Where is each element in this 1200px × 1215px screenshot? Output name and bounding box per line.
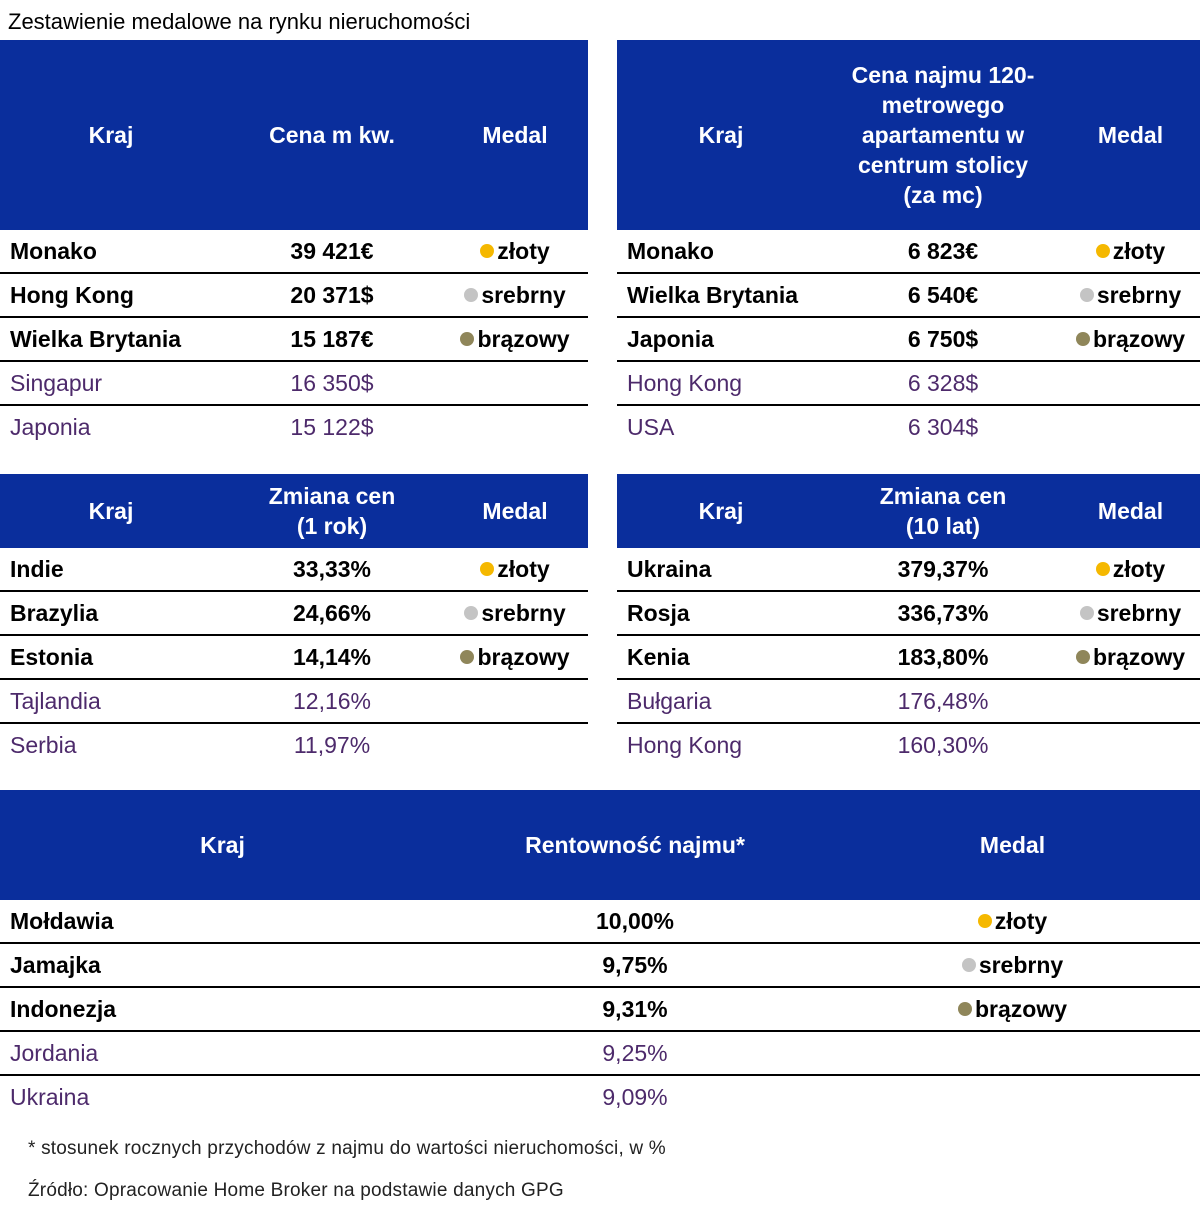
medal-cell xyxy=(442,635,588,679)
bronze-dot-icon xyxy=(958,1002,972,1016)
price-change-1y-table xyxy=(0,474,588,766)
value-cell: 9,75% xyxy=(445,943,825,987)
value-cell: 176,48% xyxy=(825,679,1061,723)
table-row xyxy=(617,405,1200,448)
medal-label: srebrny xyxy=(978,951,1064,978)
value-cell: 33,33% xyxy=(222,548,442,591)
country-cell: Serbia xyxy=(10,731,77,758)
gold-dot-icon xyxy=(1096,244,1110,258)
country-cell: Wielka Brytania xyxy=(0,317,222,361)
column-header-country: Kraj xyxy=(0,40,222,230)
table-row xyxy=(0,635,588,679)
rental-yield-table xyxy=(0,790,1200,1118)
value-cell: 14,14% xyxy=(222,635,442,679)
column-header-value: Cena m kw. xyxy=(222,40,442,230)
medal-label: złoty xyxy=(1112,237,1166,264)
silver-dot-icon xyxy=(1080,606,1094,620)
table-header-row xyxy=(0,790,1200,900)
medal-label: złoty xyxy=(994,907,1048,934)
value-cell: 9,25% xyxy=(445,1031,825,1075)
column-header-value: Zmiana cen (10 lat) xyxy=(825,474,1061,548)
column-header-value: Rentowność najmu* xyxy=(445,790,825,900)
column-header-medal: Medal xyxy=(825,790,1200,900)
table-row xyxy=(617,317,1200,361)
table-row xyxy=(0,900,1200,943)
country-cell: Estonia xyxy=(0,635,222,679)
medal-cell xyxy=(442,723,588,766)
column-header-medal: Medal xyxy=(442,474,588,548)
medal-cell xyxy=(825,987,1200,1031)
rent-price-table xyxy=(617,40,1200,448)
table-row xyxy=(0,1075,1200,1118)
medal-cell xyxy=(1061,591,1200,635)
value-cell: 183,80% xyxy=(825,635,1061,679)
country-cell: Rosja xyxy=(617,591,825,635)
table-row xyxy=(617,679,1200,723)
country-cell: Mołdawia xyxy=(0,900,445,943)
medal-cell xyxy=(442,679,588,723)
bronze-dot-icon xyxy=(460,332,474,346)
country-cell: Jordania xyxy=(0,1031,445,1075)
country-cell: Wielka Brytania xyxy=(617,273,825,317)
country-cell: Brazylia xyxy=(0,591,222,635)
medal-cell xyxy=(442,361,588,405)
column-header-country: Kraj xyxy=(0,790,445,900)
country-cell: Indie xyxy=(0,548,222,591)
price-per-sqm-table xyxy=(0,40,588,448)
bronze-dot-icon xyxy=(460,650,474,664)
source-note: Źródło: Opracowanie Home Broker na podstawie danych GPG xyxy=(28,1180,564,1201)
medal-label: srebrny xyxy=(481,599,566,626)
value-cell: 160,30% xyxy=(897,731,989,758)
medal-cell xyxy=(442,405,588,448)
value-cell: 39 421€ xyxy=(222,230,442,273)
country-cell: Indonezja xyxy=(0,987,445,1031)
value-cell: 15 187€ xyxy=(222,317,442,361)
medal-label: srebrny xyxy=(1096,281,1182,308)
table-header-row xyxy=(617,474,1200,548)
table-row xyxy=(0,548,588,591)
value-cell: 6 823€ xyxy=(825,230,1061,273)
column-header-value: Zmiana cen (1 rok) xyxy=(222,474,442,548)
table-header-row xyxy=(0,474,588,548)
medal-cell xyxy=(1061,723,1200,766)
silver-dot-icon xyxy=(464,606,478,620)
gold-dot-icon xyxy=(480,244,494,258)
silver-dot-icon xyxy=(1080,288,1094,302)
country-cell: Ukraina xyxy=(617,548,825,591)
country-cell: Monako xyxy=(617,230,825,273)
silver-dot-icon xyxy=(962,958,976,972)
medal-label: złoty xyxy=(497,237,550,264)
value-cell: 6 304$ xyxy=(907,413,979,440)
value-cell: 6 750$ xyxy=(825,317,1061,361)
table-row xyxy=(0,273,588,317)
value-cell: 24,66% xyxy=(222,591,442,635)
column-header-value: Cena najmu 120-metrowego apartamentu w centrum stolicy (za mc) xyxy=(825,40,1061,230)
price-change-10y-table xyxy=(617,474,1200,766)
country-cell: Jamajka xyxy=(0,943,445,987)
country-cell: Japonia xyxy=(10,413,91,440)
value-cell: 10,00% xyxy=(445,900,825,943)
medal-cell xyxy=(442,548,588,591)
value-cell: 16 350$ xyxy=(222,361,442,405)
table-row xyxy=(0,591,588,635)
table-row xyxy=(0,405,588,448)
medal-label: srebrny xyxy=(481,281,566,308)
medal-cell xyxy=(1061,679,1200,723)
medal-cell xyxy=(442,230,588,273)
country-cell: Japonia xyxy=(617,317,825,361)
table-row xyxy=(617,591,1200,635)
country-cell: Singapur xyxy=(0,361,222,405)
table-row xyxy=(617,548,1200,591)
table-row xyxy=(0,679,588,723)
medal-cell xyxy=(1061,635,1200,679)
country-cell: Tajlandia xyxy=(0,679,222,723)
medal-cell xyxy=(825,1075,1200,1118)
table-row xyxy=(617,273,1200,317)
country-cell: Monako xyxy=(0,230,222,273)
value-cell: 15 122$ xyxy=(290,413,374,440)
medal-label: brązowy xyxy=(974,995,1068,1022)
column-header-country: Kraj xyxy=(0,474,222,548)
table-row xyxy=(617,723,1200,766)
gold-dot-icon xyxy=(480,562,494,576)
medal-cell xyxy=(825,943,1200,987)
medal-label: złoty xyxy=(497,555,550,582)
table-row xyxy=(617,230,1200,273)
medal-label: złoty xyxy=(1112,555,1166,582)
medal-label: brązowy xyxy=(1092,325,1186,352)
country-cell: Kenia xyxy=(617,635,825,679)
country-cell: Bułgaria xyxy=(617,679,825,723)
bronze-dot-icon xyxy=(1076,332,1090,346)
medal-cell xyxy=(1061,405,1200,448)
table-row xyxy=(0,317,588,361)
medal-label: brązowy xyxy=(477,325,570,352)
medal-cell xyxy=(1061,317,1200,361)
medal-cell xyxy=(1061,548,1200,591)
value-cell: 20 371$ xyxy=(222,273,442,317)
medal-cell xyxy=(442,317,588,361)
table-row xyxy=(0,987,1200,1031)
value-cell: 6 540€ xyxy=(825,273,1061,317)
medal-cell xyxy=(1061,273,1200,317)
table-header-row xyxy=(617,40,1200,230)
gold-dot-icon xyxy=(978,914,992,928)
value-cell: 379,37% xyxy=(825,548,1061,591)
country-cell: Hong Kong xyxy=(617,361,825,405)
country-cell: Ukraina xyxy=(10,1083,90,1110)
table-row xyxy=(0,723,588,766)
value-cell: 9,31% xyxy=(445,987,825,1031)
value-cell: 6 328$ xyxy=(825,361,1061,405)
table-row xyxy=(0,943,1200,987)
column-header-medal: Medal xyxy=(442,40,588,230)
value-cell: 9,09% xyxy=(602,1083,668,1110)
table-row xyxy=(0,230,588,273)
column-header-country: Kraj xyxy=(617,40,825,230)
gold-dot-icon xyxy=(1096,562,1110,576)
bronze-dot-icon xyxy=(1076,650,1090,664)
country-cell: Hong Kong xyxy=(627,731,743,758)
medal-cell xyxy=(825,1031,1200,1075)
footnote: * stosunek rocznych przychodów z najmu do wartości nieruchomości, w % xyxy=(28,1138,666,1159)
country-cell: USA xyxy=(627,413,675,440)
medal-cell xyxy=(1061,230,1200,273)
value-cell: 12,16% xyxy=(222,679,442,723)
table-row xyxy=(0,361,588,405)
column-header-country: Kraj xyxy=(617,474,825,548)
medal-label: brązowy xyxy=(1092,643,1186,670)
medal-cell xyxy=(442,273,588,317)
medal-label: srebrny xyxy=(1096,599,1182,626)
column-header-medal: Medal xyxy=(1061,40,1200,230)
page-title: Zestawienie medalowe na rynku nieruchomości xyxy=(8,9,471,34)
value-cell: 336,73% xyxy=(825,591,1061,635)
silver-dot-icon xyxy=(464,288,478,302)
column-header-medal: Medal xyxy=(1061,474,1200,548)
medal-cell xyxy=(825,900,1200,943)
country-cell: Hong Kong xyxy=(0,273,222,317)
medal-cell xyxy=(1061,361,1200,405)
table-row xyxy=(0,1031,1200,1075)
table-row xyxy=(617,635,1200,679)
table-header-row xyxy=(0,40,588,230)
value-cell: 11,97% xyxy=(293,731,371,758)
medal-cell xyxy=(442,591,588,635)
table-row xyxy=(617,361,1200,405)
medal-label: brązowy xyxy=(477,643,570,670)
